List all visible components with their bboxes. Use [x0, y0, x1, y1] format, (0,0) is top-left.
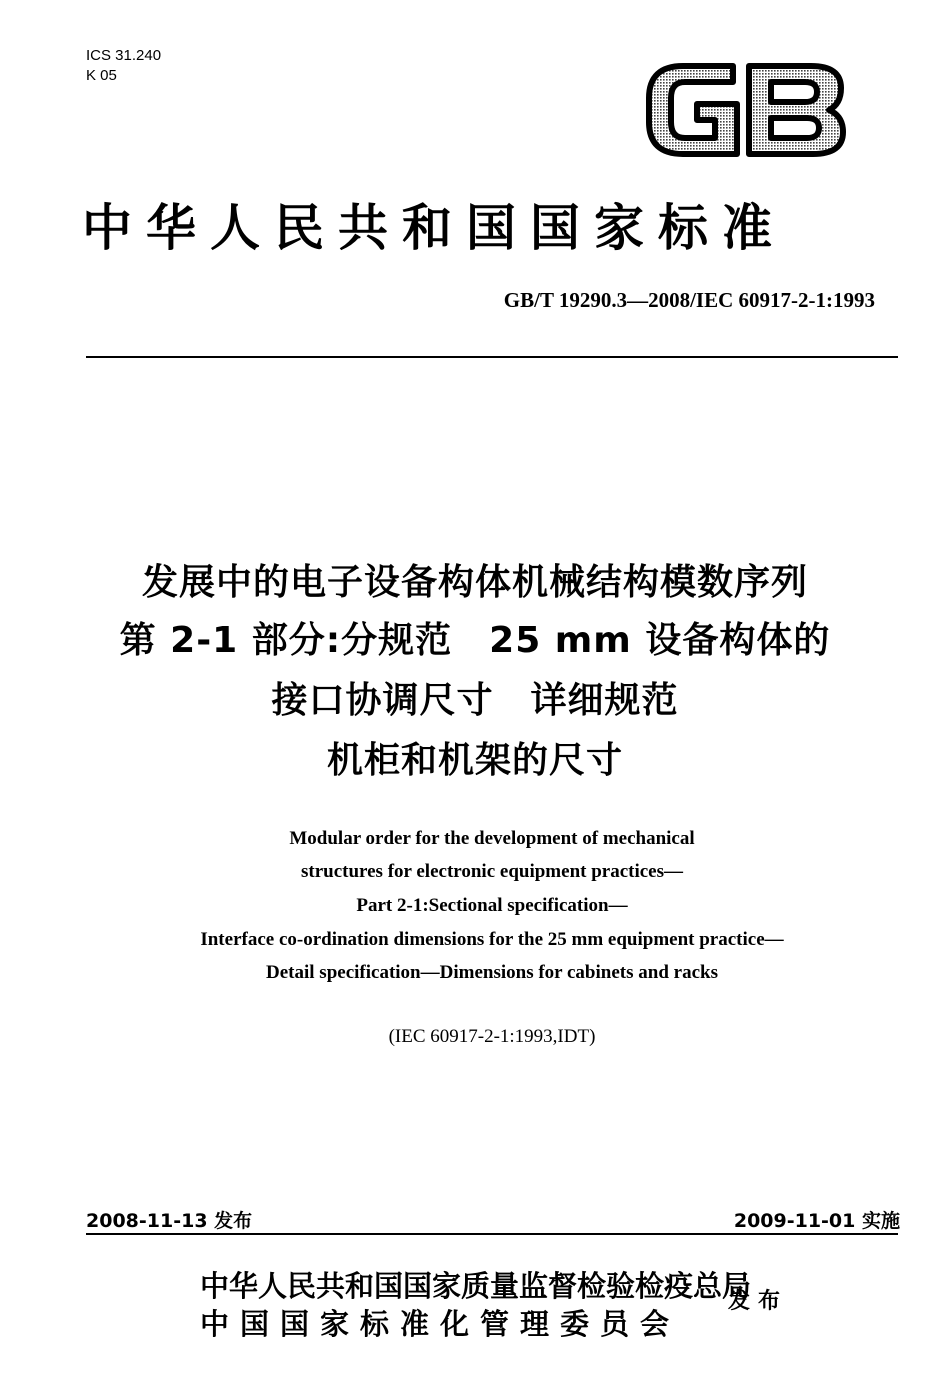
title-cn-line-3: 接口协调尺寸 详细规范	[271, 680, 679, 721]
header-divider	[86, 356, 898, 358]
gb-logo	[645, 58, 850, 162]
publish-label: 发布	[728, 1289, 789, 1314]
standard-number: GB/T 19290.3—2008/IEC 60917-2-1:1993	[503, 288, 875, 312]
ccs-code: K 05	[86, 67, 117, 84]
ics-code: ICS 31.240	[86, 47, 162, 64]
publisher-aqsiq: 中华人民共和国国家质量监督检验检疫总局	[200, 1269, 752, 1303]
title-en-line-5: Detail specification—Dimensions for cabinets and racks	[266, 962, 718, 983]
publisher-sac: 中国国家标准化管理委员会	[200, 1307, 681, 1341]
title-cn-line-2: 第 2-1 部分:分规范 25 mm 设备构体的	[119, 620, 831, 661]
title-en-line-4: Interface co-ordination dimensions for the 25 mm equipment practice—	[200, 929, 784, 950]
title-en-line-3: Part 2-1:Sectional specification—	[356, 895, 628, 916]
title-cn-line-4: 机柜和机架的尺寸	[326, 740, 623, 781]
title-en-line-1: Modular order for the development of mechanical	[289, 828, 695, 849]
classification-codes	[86, 46, 161, 86]
standard-title: 中华人民共和国国家标准	[82, 198, 786, 257]
issue-date: 2008-11-13 发布	[86, 1210, 253, 1232]
title-en-line-2: structures for electronic equipment practices—	[300, 861, 684, 882]
adoption-note: (IEC 60917-2-1:1993,IDT)	[388, 1026, 596, 1047]
implementation-date: 2009-11-01 实施	[733, 1210, 900, 1232]
footer-divider	[86, 1233, 898, 1235]
title-cn-line-1: 发展中的电子设备构体机械结构模数序列	[141, 562, 808, 603]
